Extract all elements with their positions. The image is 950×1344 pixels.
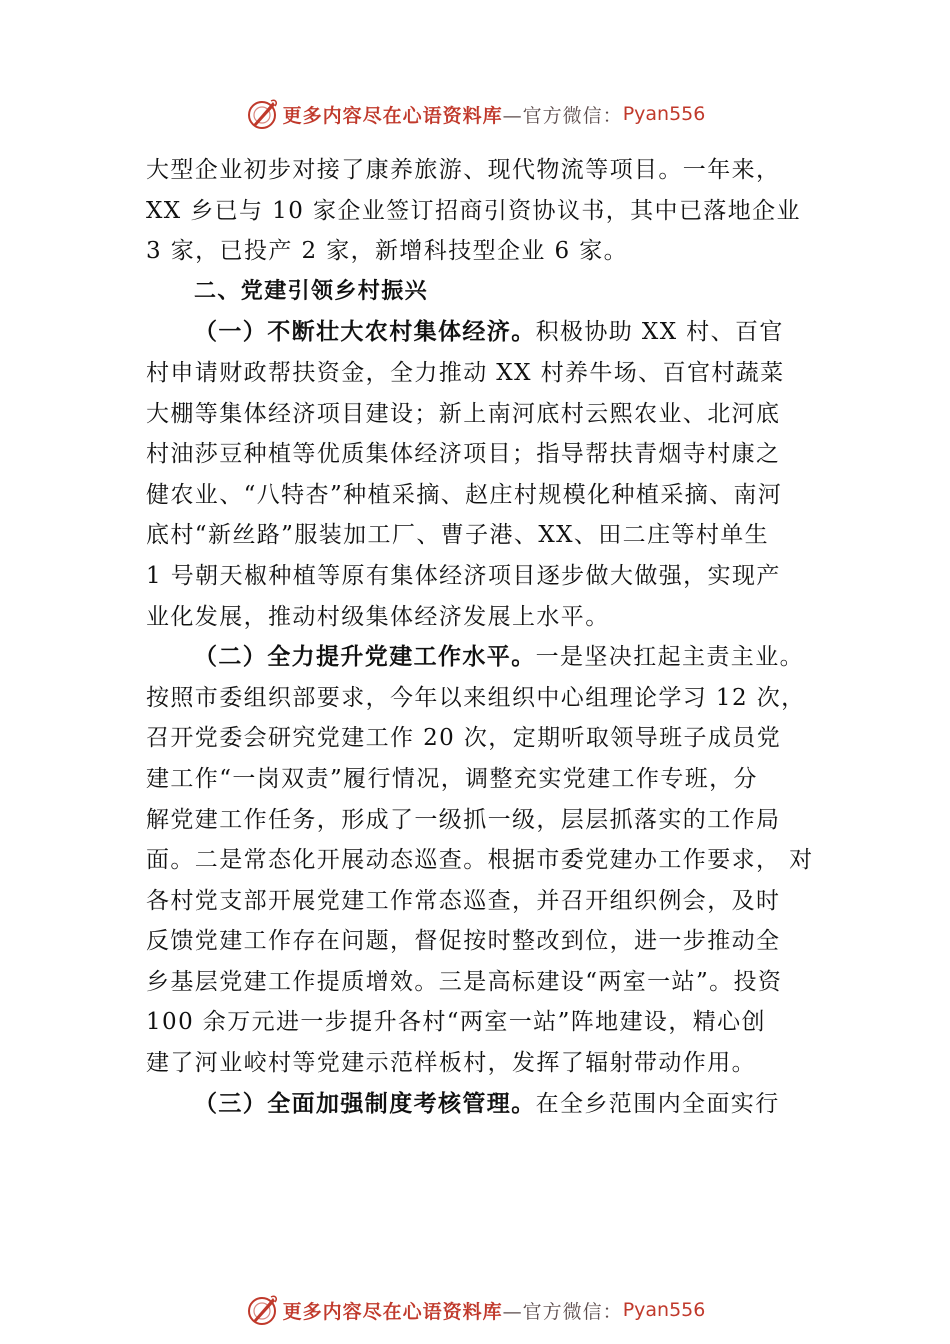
paragraph-line: 100 余万元进一步提升各村“两室一站”阵地建设，精心创: [146, 1009, 766, 1036]
subsection-first-line: [146, 637, 836, 678]
subsection-title: （三）全面加强制度考核管理。: [194, 1089, 536, 1117]
paragraph-line: 建工作“一岗双责”履行情况，调整充实党建工作专班，分: [146, 765, 758, 792]
paragraph-line: 解党建工作任务，形成了一级抓一级，层层抓落实的工作局: [146, 806, 781, 833]
subsection-title: （一）不断壮大农村集体经济。: [194, 318, 536, 346]
paragraph-line: 乡基层党建工作提质增效。三是高标建设“两室一站”。投资: [146, 968, 783, 995]
paragraph-line: 业化发展，推动村级集体经济发展上水平。: [146, 603, 610, 630]
banner-wechat-label: —官方微信：: [502, 104, 623, 127]
quill-seal-icon: [245, 97, 279, 131]
subsection-first-line: [146, 312, 836, 353]
subsection-text: 在全乡范围内全面实行: [535, 1090, 780, 1117]
document-body: [146, 150, 836, 1124]
subsection-title: （二）全力提升党建工作水平。: [194, 643, 536, 671]
paragraph-line: 健农业、“八特杏”种植采摘、赵庄村规模化种植采摘、南河: [146, 481, 783, 508]
banner-wechat-id: Pyan556: [622, 103, 706, 125]
paragraph-line: 反馈党建工作存在问题，督促按时整改到位，进一步推动全: [146, 928, 781, 955]
subsection-first-line: [146, 1084, 836, 1125]
paragraph-line: 大型企业初步对接了康养旅游、现代物流等项目。一年来，: [146, 157, 781, 183]
subsection-text: 一是坚决扛起主责主业。: [535, 644, 805, 671]
paragraph-line: 底村“新丝路”服装加工厂、曹子港、XX、田二庄等村单生: [146, 522, 770, 549]
paragraph-line: 3 家，已投产 2 家，新增科技型企业 6 家。: [146, 238, 629, 265]
paragraph-line: 建了河业峧村等党建示范样板村，发挥了辐射带动作用。: [146, 1050, 756, 1077]
paragraph-line: 村申请财政帮扶资金，全力推动 XX 村养牛场、百官村蔬菜: [146, 359, 785, 386]
paragraph-line: 召开党委会研究党建工作 20 次，定期听取领导班子成员党: [146, 725, 782, 752]
banner-site-name: 更多内容尽在心语资料库: [282, 1300, 503, 1323]
paragraph-line: XX 乡已与 10 家企业签订招商引资协议书，其中已落地企业: [146, 197, 801, 224]
section-heading: 二、党建引领乡村振兴: [194, 278, 429, 304]
banner-wechat-id: Pyan556: [622, 1299, 706, 1321]
banner-wechat-label: —官方微信：: [502, 1300, 623, 1323]
footer-banner: [0, 1290, 950, 1330]
banner-site-name: 更多内容尽在心语资料库: [282, 104, 503, 127]
quill-seal-icon: [245, 1293, 279, 1327]
paragraph-line: 面。二是常态化开展动态巡查。根据市委党建办工作要求， 对: [146, 847, 814, 874]
paragraph-line: 各村党支部开展党建工作常态巡查，并召开组织例会，及时: [146, 887, 781, 914]
paragraph-line: 1 号朝天椒种植等原有集体经济项目逐步做大做强，实现产: [146, 562, 781, 589]
paragraph-line: 按照市委组织部要求，今年以来组织中心组理论学习 12 次，: [146, 684, 806, 711]
header-banner: [0, 94, 950, 134]
paragraph-line: 大棚等集体经济项目建设；新上南河底村云熙农业、北河底: [146, 400, 781, 427]
paragraph-line: 村油莎豆种植等优质集体经济项目；指导帮扶青烟寺村康之: [146, 441, 781, 468]
subsection-text: 积极协助 XX 村、百官: [535, 319, 784, 346]
